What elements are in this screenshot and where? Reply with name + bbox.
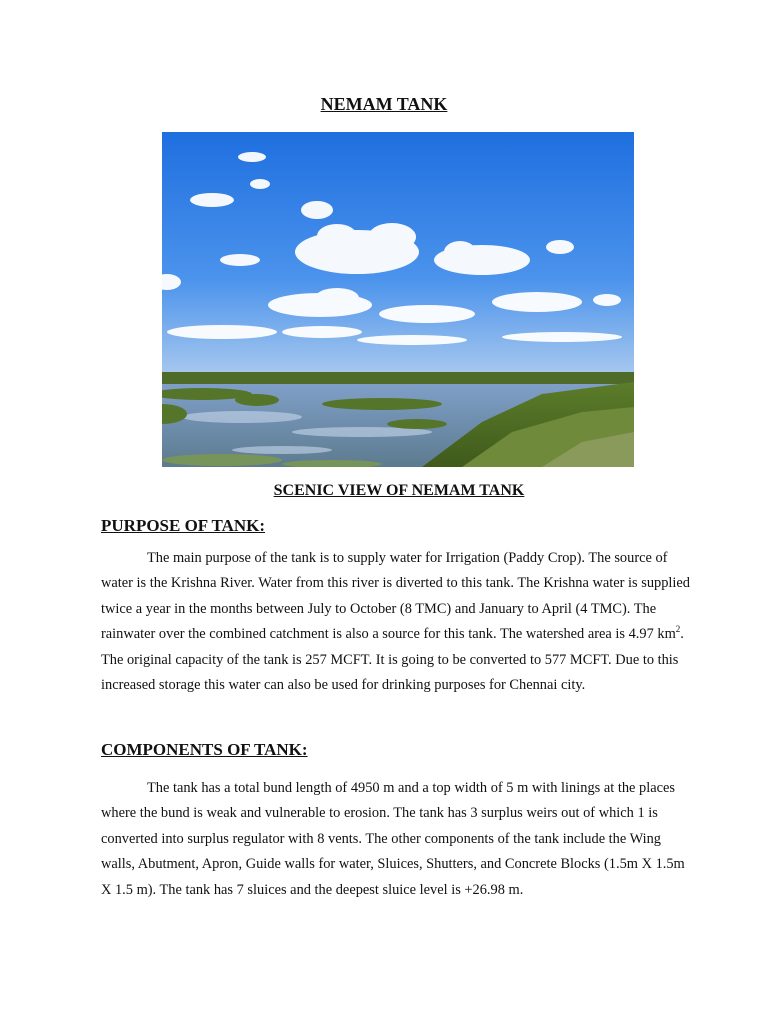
purpose-text-part1: The main purpose of the tank is to supply water for Irrigation (Paddy Crop). The source of water is the Krishna River. Water from this river is diverted to this tank. The Krishna water is supplied twice a year in the months between July to October (8 TMC) and January to April (4 TMC). The rainwater over the combined catchment is also a source for this tank. The watershed area is 4.97 km <box>101 550 690 643</box>
components-paragraph: The tank has a total bund length of 4950 m and a top width of 5 m with linings at the places where the bund is weak and vulnerable to erosion. The tank has 3 surplus weirs out of which 1 is converted into surplus regulator with 8 vents. The other components of the tank include the Wing walls, Abutment, Apron, Guide walls for water, Sluices, Shutters, and Concrete Blocks (1.5m X 1.5m X 1.5 m). The tank has 7 sluices and the deepest sluice level is +26.98 m. <box>101 780 685 898</box>
page-title <box>0 94 768 115</box>
page-title-text: NEMAM TANK <box>320 94 448 114</box>
photo-caption-text: SCENIC VIEW OF NEMAM TANK <box>273 482 525 499</box>
tank-photo <box>162 132 634 467</box>
landscape-photo-icon <box>162 132 634 467</box>
photo-caption <box>0 482 768 500</box>
purpose-text-part2: . The original capacity of the tank is 257 MCFT. It is going to be converted to 577 MCFT. Due to this increased storage this water can also be used for drinking purposes for Chennai city. <box>101 626 684 694</box>
purpose-heading: PURPOSE OF TANK: <box>101 516 266 535</box>
superscript-2: 2 <box>675 624 681 635</box>
purpose-paragraph <box>101 546 691 698</box>
components-heading: COMPONENTS OF TANK: <box>101 740 308 759</box>
